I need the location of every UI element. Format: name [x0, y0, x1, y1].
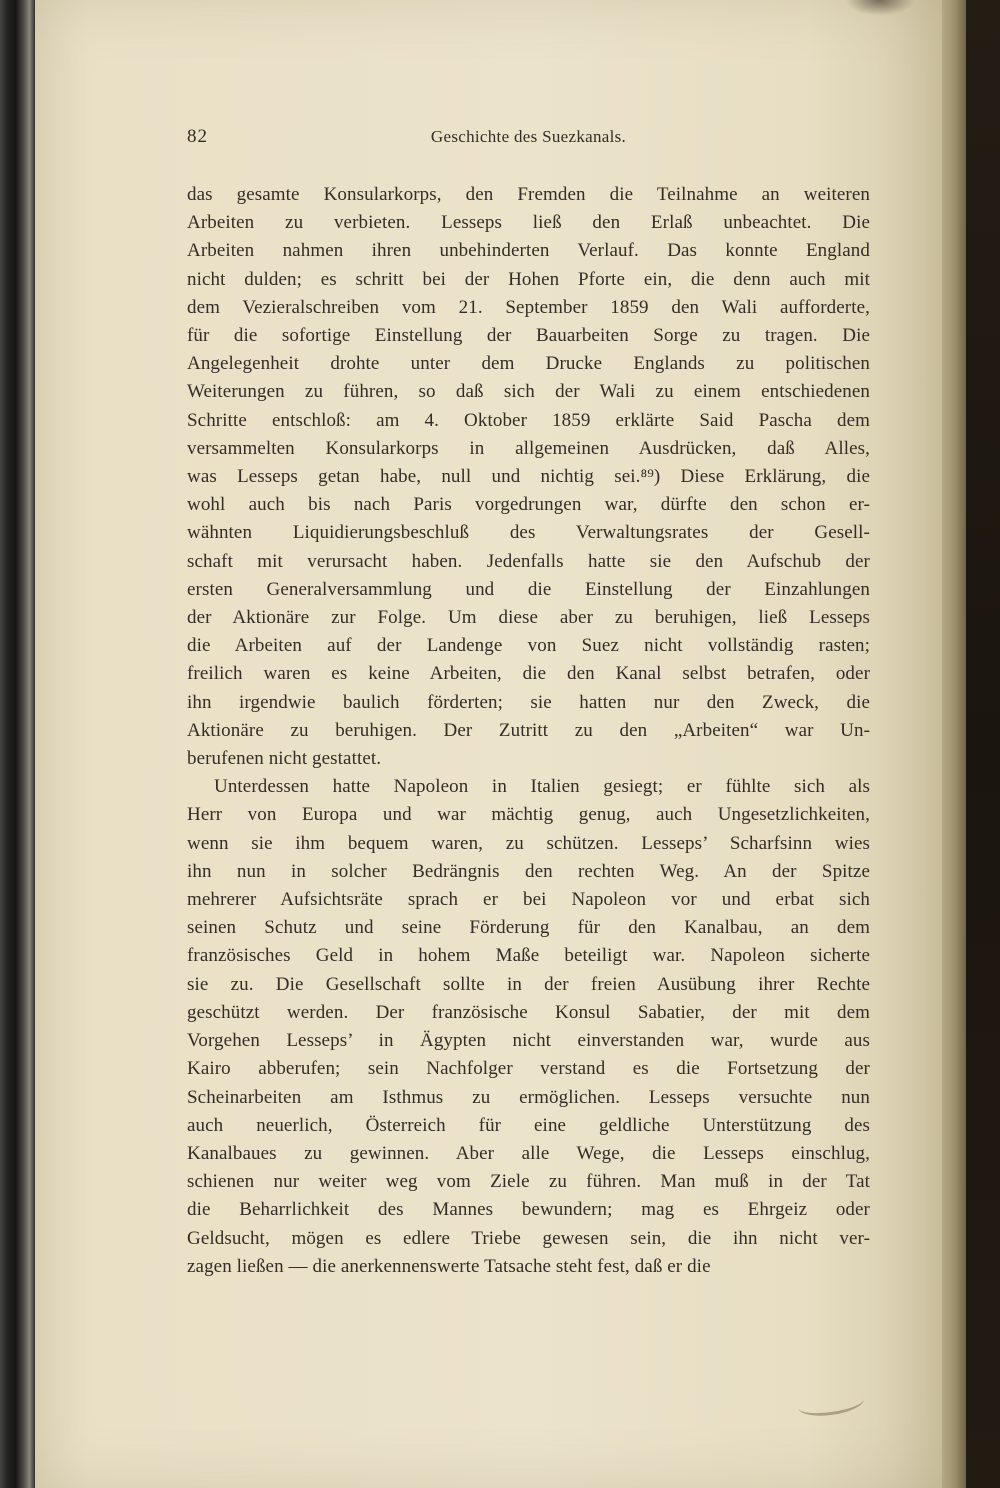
text-line: Angelegenheit drohte unter dem Drucke Englands zu politischen — [187, 353, 870, 375]
text-line: Geldsucht, mögen es edlere Triebe gewesen sein, die ihn nicht ver- — [187, 1227, 870, 1249]
page-body — [187, 181, 870, 1281]
text-line: Arbeiten zu verbieten. Lesseps ließ den Erlaß unbeachtet. Die — [187, 212, 870, 234]
page-number: 82 — [187, 126, 208, 147]
text-line: zagen ließen — die anerkennenswerte Tatsache steht fest, daß er die — [187, 1255, 711, 1277]
text-line: ersten Generalversammlung und die Einstellung der Einzahlungen — [187, 578, 870, 600]
text-line: Weiterungen zu führen, so daß sich der Wali zu einem entschiedenen — [187, 381, 870, 403]
text-line: Unterdessen hatte Napoleon in Italien gesiegt; er fühlte sich als — [214, 776, 870, 798]
adjacent-page-fore-edge — [942, 0, 966, 1488]
paragraph — [187, 773, 870, 1281]
text-line: Aktionäre zu beruhigen. Der Zutritt zu den „Arbeiten“ war Un- — [187, 719, 870, 741]
text-line: wähnten Liquidierungsbeschluß des Verwaltungsrates der Gesell- — [187, 522, 870, 544]
text-line: schienen nur weiter weg vom Ziele zu führen. Man muß in der Tat — [187, 1171, 870, 1193]
text-line: Herr von Europa und war mächtig genug, auch Ungesetzlichkeiten, — [187, 804, 870, 826]
text-line: versammelten Konsularkorps in allgemeinen Ausdrücken, daß Alles, — [187, 437, 870, 459]
text-line: seinen Schutz und seine Förderung für den Kanalbau, an dem — [187, 917, 870, 939]
text-line: wenn sie ihm bequem waren, zu schützen. Lesseps’ Scharfsinn wies — [187, 832, 870, 854]
text-line: die Beharrlichkeit des Mannes bewundern; mag es Ehrgeiz oder — [187, 1199, 870, 1221]
text-line: ihn irgendwie baulich förderten; sie hatten nur den Zweck, die — [187, 691, 870, 713]
running-header: Geschichte des Suezkanals. — [430, 127, 627, 146]
text-line: Vorgehen Lesseps’ in Ägypten nicht einverstanden war, wurde aus — [187, 1030, 870, 1052]
text-line: mehrerer Aufsichtsräte sprach er bei Napoleon vor und erbat sich — [187, 889, 870, 911]
text-line: dem Vezieralschreiben vom 21. September 1859 den Wali aufforderte, — [187, 296, 870, 318]
text-line: Kanalbaues zu gewinnen. Aber alle Wege, die Lesseps einschlug, — [187, 1142, 870, 1164]
text-line: der Aktionäre zur Folge. Um diese aber zu beruhigen, ließ Lesseps — [187, 607, 870, 629]
text-line: wohl auch bis nach Paris vorgedrungen war, dürfte den schon er- — [187, 494, 870, 516]
text-line: auch neuerlich, Österreich für eine geldliche Unterstützung des — [187, 1114, 870, 1136]
text-line: berufenen nicht gestattet. — [187, 748, 382, 770]
text-line: nicht dulden; es schritt bei der Hohen Pforte ein, die denn auch mit — [187, 268, 870, 290]
text-line: ihn nun in solcher Bedrängnis den rechten Weg. An der Spitze — [187, 860, 870, 882]
text-line: das gesamte Konsularkorps, den Fremden die Teilnahme an weiteren — [187, 184, 870, 205]
text-line: Schritte entschloß: am 4. Oktober 1859 erklärte Said Pascha dem — [187, 409, 870, 431]
scan-smudge — [845, 0, 915, 16]
text-line: schaft mit verursacht haben. Jedenfalls hatte sie den Aufschub der — [187, 550, 870, 572]
text-line: für die sofortige Einstellung der Bauarbeiten Sorge zu tragen. Die — [187, 325, 870, 347]
text-line: sie zu. Die Gesellschaft sollte in der freien Ausübung ihrer Rechte — [187, 973, 870, 995]
book-page-stack-edge — [0, 0, 35, 1488]
text-line: was Lesseps getan habe, null und nichtig sei.⁸⁹) Diese Erklärung, die — [187, 466, 870, 488]
text-line: die Arbeiten auf der Landenge von Suez nicht vollständig rasten; — [187, 635, 870, 657]
text-line: freilich waren es keine Arbeiten, die den Kanal selbst betrafen, oder — [187, 663, 870, 685]
paragraph — [187, 181, 870, 773]
page-header — [187, 124, 870, 150]
text-line: geschützt werden. Der französische Konsul Sabatier, der mit dem — [187, 1001, 870, 1023]
text-line: Scheinarbeiten am Isthmus zu ermöglichen. Lesseps versuchte nun — [187, 1086, 870, 1108]
text-line: französisches Geld in hohem Maße beteiligt war. Napoleon sicherte — [187, 945, 870, 967]
text-line: Kairo abberufen; sein Nachfolger verstand es die Fortsetzung der — [187, 1058, 870, 1080]
text-line: Arbeiten nahmen ihren unbehinderten Verlauf. Das konnte England — [187, 240, 870, 262]
binding-shadow — [966, 0, 1000, 1488]
